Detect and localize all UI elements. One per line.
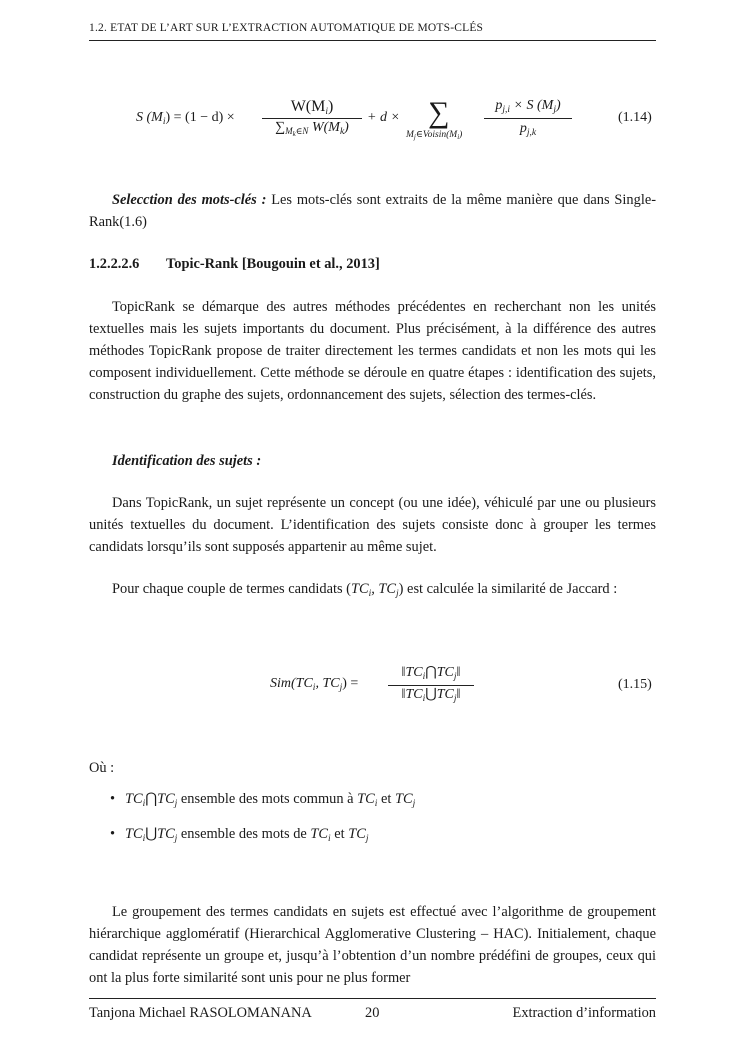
eq2-number: (1.15) <box>618 677 652 692</box>
section-heading <box>89 256 656 273</box>
selection-label: Selecction des mots-clés : <box>112 192 267 208</box>
topicrank-intro-paragraph: TopicRank se démarque des autres méthodes précédentes en recherchant non les unités textuelles mais les sujets importants du document. Plus précisément, à la différence des autres méthodes TopicRank propose de traiter directement les termes candidats et non les mots qui les composent individuellement. Cette méthode se déroule en quatre étapes : identification des sujets, construction du graphe des sujets, ordonnancement des sujets, sélection des termes-clés. <box>89 299 656 403</box>
selection-paragraph <box>89 189 656 233</box>
eq1-number: (1.14) <box>618 110 652 125</box>
bullet-intersection: • $TC_i⋂TC_j$ ensemble des mots commun à $TC_i$ et $TC_j$ <box>110 791 416 809</box>
eq1-frac1-denominator: $\sum_{Mk\in N}$ $W(M_k)$ <box>275 120 349 138</box>
footer-author: Tanjona Michael RASOLOMANANA <box>89 1005 312 1021</box>
eq1-sigma-subscript: $M_j\in Voisin(M_i)$ <box>406 130 463 141</box>
eq1-frac2-denominator: $p_{j,k}$ <box>519 121 537 138</box>
eq2-lhs: $Sim(TC_i$, $TC_j$) = <box>270 676 359 693</box>
section-number: 1.2.2.2.6 <box>89 256 140 272</box>
section-title: Topic-Rank [Bougouin et al., 2013] <box>166 256 380 272</box>
footer-rule <box>89 998 656 999</box>
identification-heading: Identification des sujets : <box>112 453 262 469</box>
jaccard-paragraph: Pour chaque couple de termes candidats ($TC_i$, $TC_j$) est calculée la similarité de Jaccard : <box>112 581 618 599</box>
selection-text: Les mots-clés sont extraits de la même manière que dans Single-Rank(1.6) <box>89 192 656 230</box>
footer-page-number: 20 <box>365 1005 380 1021</box>
identification-paragraph: Dans TopicRank, un sujet représente un concept (ou une idée), véhiculé par une ou plusieurs unités textuelles du document. L’identification des sujets consiste donc à grouper les termes candidats lorsqu’ils sont supposés appartenir au même sujet. <box>89 495 656 555</box>
footer-chapter: Extraction d’information <box>512 1005 656 1021</box>
eq2-denominator: $‖TC_i⋃TC_j‖$ <box>401 687 461 704</box>
eq1-sigma: ∑ <box>428 96 450 129</box>
eq2-numerator: $‖TC_i⋂TC_j‖$ <box>401 665 461 682</box>
ou-label: Où : <box>89 760 115 776</box>
eq1-frac2-line <box>484 118 572 119</box>
running-header: 1.2. ETAT DE L’ART SUR L’EXTRACTION AUTOMATIQUE DE MOTS-CLÉS <box>89 22 484 34</box>
grouping-paragraph: Le groupement des termes candidats en sujets est effectué avec l’algorithme de groupement hiérarchique agglomératif (Hierarchical Agglomerative Clustering – HAC). Initialement, chaque candidat représente un groupe et, jusqu’à l’obtention d’un nombre prédéfini de groupes, ceux qui ont la plus forte similarité sont unis pour ne plus former <box>89 904 656 986</box>
eq1-frac1-numerator: W(Mi) <box>290 98 334 117</box>
eq1-middle: + d × <box>367 110 400 125</box>
bullet-union: • $TC_i⋃TC_j$ ensemble des mots de $TC_i$ et $TC_j$ <box>110 826 369 844</box>
eq1-frac1-line <box>262 118 362 119</box>
eq1-frac2-numerator: $p_{j,i} \times S$ $(M_j)$ <box>495 98 561 115</box>
eq1-lhs: S $(M_i) = (1 - d)$ × <box>136 110 235 127</box>
header-rule <box>89 40 656 41</box>
